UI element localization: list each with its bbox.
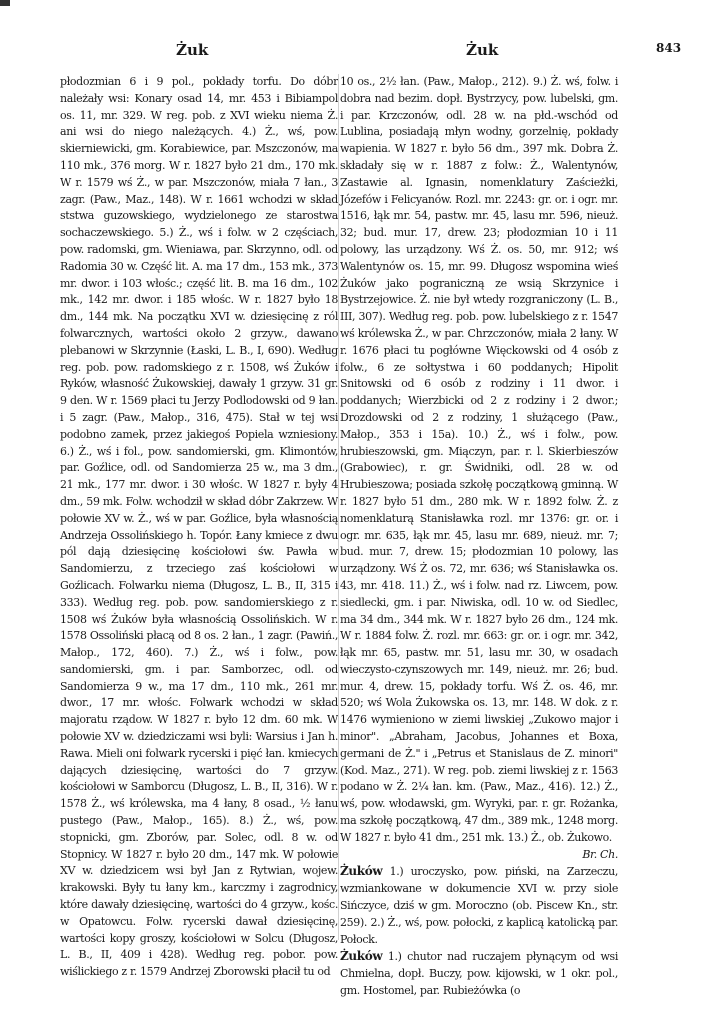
entry-body: 1.) chutor nad ruczajem płynącym od wsi Chmielna, dopł. Buczy, pow. kijowski, w 1 okr. pol., gm. Hostomel, par. Rubieżówka (o [340,950,618,998]
entry-zukow-1 [340,863,618,948]
entry-zukow-2 [340,948,618,999]
left-column [60,74,338,981]
column-divider [338,74,339,940]
entry-headword: Żuków [340,949,383,964]
left-column-text: płodozmian 6 i 9 pol., pokłady torfu. Do dóbr należały wsi: Konary osad 14, mr. 453 i Bibiampol os. 11, mr. 329. W reg. pob. z XVI wieku niema Ż. ani wsi do niego należących. 4.) Ż., wś, pow. skierniewicki, gm. Korabiewice, par. Mszczonów, ma 110 mk., 376 morg. W r. 1827 było 21 dm., 170 mk. W r. 1579 wś Ż., w par. Mszczonów, miała 7 łan., 3 zagr. (Paw., Maz., 148). W r. 1661 wchodzi w skład ststwa guzowskiego, wydzielonego ze starostwa sochaczewskiego. 5.) Ż., wś i folw. w 2 częściach, pow. radomski, gm. Wieniawa, par. Skrzynno, odl. od Radomia 30 w. Część lit. A. ma 17 dm., 153 mk., 373 mr. dwor. i 103 włośc.; część lit. B. ma 16 dm., 102 mk., 142 mr. dwor. i 185 włośc. W r. 1827 było 18 dm., 144 mk. Na początku XVI w. dziesięcinę z ról folwarcznych, wartości około 2 grzyw., dawano plebanowi w Skrzynnie (Łaski, L. B., I, 690). Według reg. pob. pow. radomskiego z r. 1508, wś Żuków i Ryków, własność Żukowskiej, dawały 1 grzyw. 31 gr. 9 den. W r. 1569 płaci tu Jerzy Podlodowski od 9 łan. i 5 zagr. (Paw., Małop., 316, 475). Stał w tej wsi podobno zamek, przez jakiegoś Popiela wzniesiony. 6.) Ż., wś i fol., pow. sandomierski, gm. Klimontów, par. Goźlice, odl. od Sandomierza 25 w., ma 3 dm., 21 mk., 177 mr. dwor. i 30 włośc. W 1827 r. były 4 dm., 59 mk. Folw. wchodził w skład dóbr Zakrzew. W połowie XV w. Ż., wś w par. Goźlice, była własnością Andrzeja Ossolińskiego h. Topór. Łany kmiece z dwu pól dają dziesięcinę kościołowi św. Pawła w Sandomierzu, z trzeciego zaś kościołowi w Goźlicach. Folwarku niema (Długosz, L. B., II, 315 i 333). Według reg. pob. pow. sandomierskiego z r. 1508 wś Żuków była własnością Ossolińskich. W r. 1578 Ossoliński płacą od 8 os. 2 łan., 1 zagr. (Pawiń., Małop., 172, 460). 7.) Ż., wś i folw., pow. sandomierski, gm. i par. Samborzec, odl. od Sandomierza 9 w., ma 17 dm., 110 mk., 261 mr. dwor., 17 mr. włośc. Folwark wchodzi w skład majoratu rządow. W 1827 r. było 12 dm. 60 mk. W połowie XV w. dziedziczami wsi byli: Warsius i Jan h. Rawa. Mieli oni folwark rycerski i pięć łan. kmiecych dających dziesięcinę, wartości do 7 grzyw. kościołowi w Samborcu (Długosz, L. B., II, 316). W r. 1578 Ż., wś królewska, ma 4 łany, 8 osad., ½ łanu pustego (Paw., Małop., 165). 8.) Ż., wś, pow. stopnicki, gm. Zborów, par. Solec, odl. 8 w. od Stopnicy. W 1827 r. było 20 dm., 147 mk. W połowie XV w. dziedzicem wsi był Jan z Rytwian, wojew. krakowski. Były tu łany km., karczmy i zagrodnicy, które dawały dziesięcinę, wartości do 4 grzyw., kośc. w Opatowcu. Folw. rycerski dawał dziesięcinę, wartości kopy groszy, kościołowi w Solcu (Długosz, L. B., II, 409 i 428). Według reg. pobor. pow. wiślickiego z r. 1579 Andrzej Zborowski płacił tu od [60,75,338,979]
running-head-right: Żuk [466,41,499,59]
right-column [340,74,618,1000]
scan-corner-mark [0,0,10,6]
page-number: 843 [656,41,682,55]
entry-body: 1.) uroczysko, pow. piński, na Zarzeczu, wzmiankowane w dokumencie XVI w. przy siole Sińczyce, dziś w gm. Moroczno (ob. Piscew Kn., str. 259). 2.) Ż., wś, pow. połocki, z kaplicą katolicką par. Połock. [340,865,618,946]
running-head-left: Żuk [176,41,209,59]
entry-headword: Żuków [340,864,383,879]
right-column-text: 10 os., 2½ łan. (Paw., Małop., 212). 9.) Ż. wś, folw. i dobra nad bezim. dopł. Bystrzycy, pow. lubelski, gm. i par. Krzczonów, odl. 28 w. na płd.-wschód od Lublina, posiadają młyn wodny, gorzelnię, pokłady wapienia. W 1827 r. było 56 dm., 397 mk. Dobra Ż. składały się w r. 1887 z folw.: Ż., Walentynów, Zastawie al. Ignasin, nomenklatury Zaścieżki, Józefów i Felicyanów. Rozl. mr. 2243: gr. or. i ogr. mr. 1516, łąk mr. 54, pastw. mr. 45, lasu mr. 596, nieuż. 32; bud. mur. 17, drew. 23; płodozmian 10 i 11 polowy, las urządzony. Wś Ż. os. 50, mr. 912; wś Walentynów os. 15, mr. 99. Długosz wspomina wieś Żuków jako pograniczną ze wsią Skrzynice i Bystrzejowice. Ż. nie był wtedy rozgraniczony (L. B., III, 307). Według reg. pob. pow. lubelskiego z r. 1547 wś królewska Ż., w par. Chrzczonów, miała 2 łany. W r. 1676 płaci tu pogłówne Więckowski od 4 osób z folw., 6 ze sołtystwa i 60 poddanych; Hipolit Snitowski od 6 osób z rodziny i 11 dwor. i poddanych; Wierzbicki od 2 z rodziny i 2 dwor.; Drozdowski od 2 z rodziny, 1 służącego (Paw., Małop., 353 i 15a). 10.) Ż., wś i folw., pow. hrubieszowski, gm. Miączyn, par. r. l. Skierbieszów (Grabowiec), r. gr. Świdniki, odl. 28 w. od Hrubieszowa; posiada szkołę początkową gminną. W r. 1827 było 51 dm., 280 mk. W r. 1892 folw. Ż. z nomenklaturą Stanisławka rozl. mr 1376: gr. or. i ogr. mr. 635, łąk mr. 45, lasu mr. 689, nieuż. mr. 7; bud. mur. 7, drew. 15; płodozmian 10 polowy, las urządzony. Wś Ż os. 72, mr. 636; wś Stanisławka os. 43, mr. 418. 11.) Ż., wś i folw. nad rz. Liwcem, pow. siedlecki, gm. i par. Niwiska, odl. 10 w. od Siedlec, ma 34 dm., 344 mk. W r. 1827 było 26 dm., 124 mk. W r. 1884 folw. Ż. rozl. mr. 663: gr. or. i ogr. mr. 342, łąk mr. 65, pastw. mr. 51, lasu mr. 30, w osadach wieczysto-czynszowych mr. 149, nieuż. mr. 26; bud. mur. 4, drew. 15, pokłady torfu. Wś Ż. os. 46, mr. 520; wś Wola Żukowska os. 13, mr. 148. W dok. z r. 1476 wymieniono w ziemi liwskiej „Zukowo major i minor". „Abraham, Jacobus, Johannes et Boxa, germani de Ż." i „Petrus et Stanislaus de Z. minori" (Kod. Maz., 271). W reg. pob. ziemi liwskiej z r. 1563 podano w Ż. 2¼ łan. km. (Paw., Maz., 416). 12.) Ż., wś, pow. włodawski, gm. Wyryki, par. r. gr. Rożanka, ma szkołę początkową, 47 dm., 389 mk., 1248 morg. W 1827 r. było 41 dm., 251 mk. 13.) Ż., ob. Żukowo. [340,75,618,844]
author-signature: Br. Ch. [582,847,618,861]
